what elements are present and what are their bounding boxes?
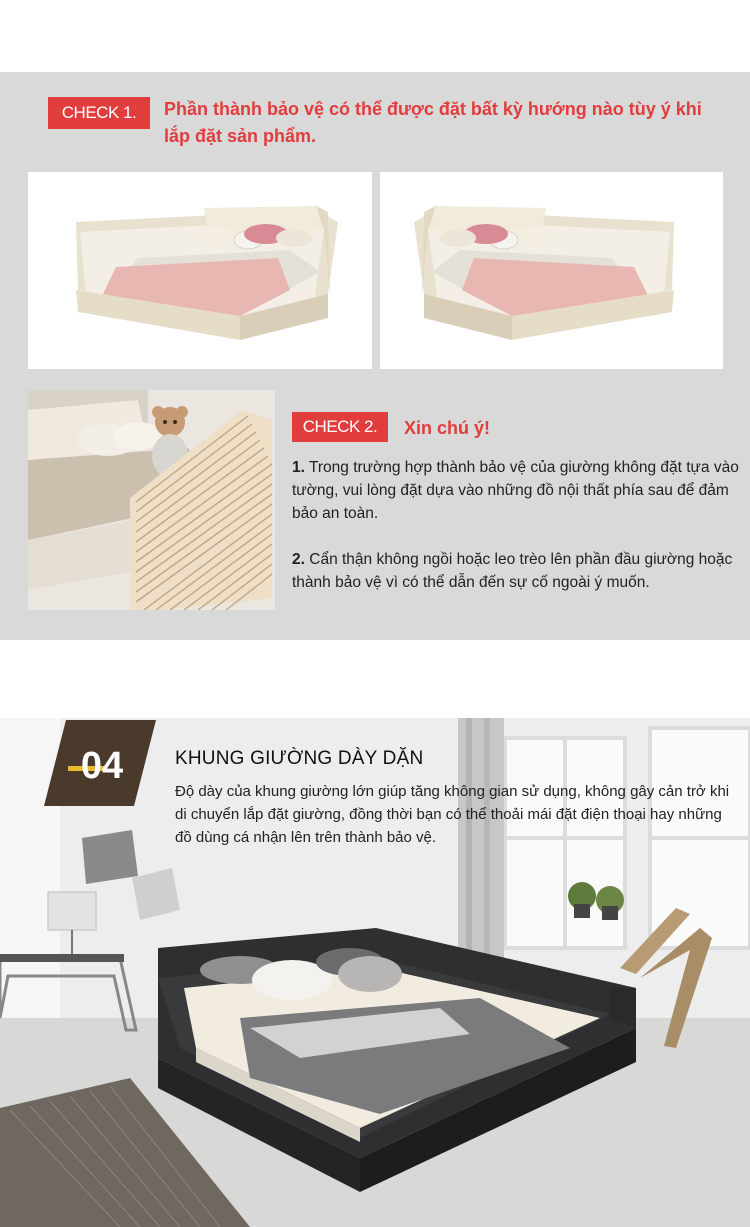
check2-tag: CHECK 2. [292, 412, 388, 442]
note-2-text: Cẩn thận không ngồi hoặc leo trèo lên phần đầu giường hoặc thành bảo vệ vì có thể dẫn đến sự cố ngoài ý muốn. [292, 551, 733, 591]
note-2-number: 2. [292, 551, 305, 568]
section-description: Độ dày của khung giường lớn giúp tăng không gian sử dụng, không gây cản trở khi di chuyển lắp đặt giường, đồng thời bạn có thể thoải mái đặt điện thoại hay những đồ dùng cá nhận lên trên thành bảo vệ. [175, 783, 730, 846]
section-number-badge [44, 720, 156, 806]
section-title: KHUNG GIƯỜNG DÀY DẶN [175, 748, 424, 769]
note-2 [292, 548, 744, 594]
section-number: 04 [80, 745, 124, 787]
note-1-text: Trong trường hợp thành bảo vệ của giường không đặt tựa vào tường, vui lòng đặt dựa vào những đồ nội thất phía sau để đảm bảo an toàn. [292, 459, 739, 522]
guard-closeup-illustration [28, 390, 275, 610]
bed-photo-right [380, 172, 723, 369]
check2-title: Xin chú ý! [404, 418, 491, 438]
note-1-number: 1. [292, 459, 305, 476]
bed-illustration-right [380, 172, 723, 369]
bed-illustration-left [28, 172, 372, 369]
check1-tag: CHECK 1. [48, 97, 150, 129]
note-1 [292, 456, 744, 525]
bed-photo-left [28, 172, 372, 369]
guard-closeup-photo [28, 390, 275, 610]
check1-title: Phần thành bảo vệ có thể được đặt bất kỳ hướng nào tùy ý khi lắp đặt sản phẩm. [164, 99, 702, 146]
